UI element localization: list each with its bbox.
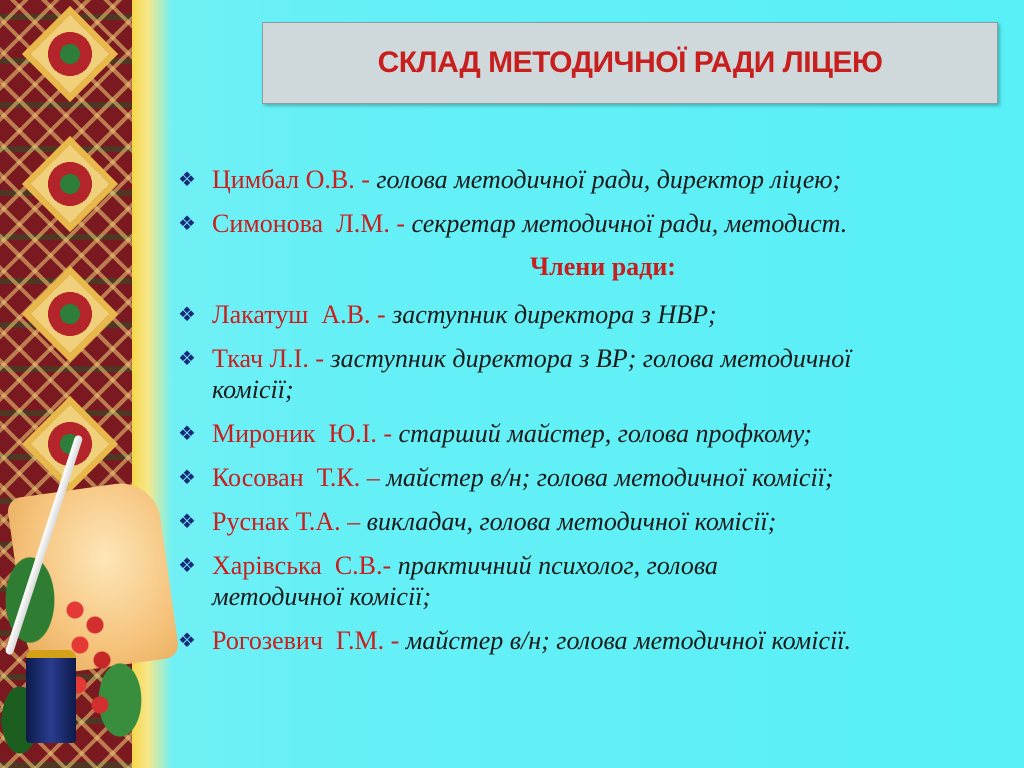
list-item <box>178 343 1014 405</box>
title-banner <box>262 22 998 104</box>
ornament-diamond <box>22 266 118 362</box>
member-role: практичний психолог, голова методичної комісії; <box>212 551 718 611</box>
diamond-bullet-icon: ❖ <box>178 628 196 652</box>
diamond-bullet-icon: ❖ <box>178 346 196 370</box>
list-item <box>178 164 1014 195</box>
member-role: голова методичної ради, директор ліцею; <box>376 165 842 194</box>
list-item <box>178 208 1014 239</box>
diamond-bullet-icon: ❖ <box>178 509 196 533</box>
member-name: Руснак Т.А. – <box>212 507 367 536</box>
list-item <box>178 299 1014 330</box>
list-item <box>178 506 1014 537</box>
member-name: Косован Т.К. – <box>212 463 387 492</box>
members-heading: Члени ради: <box>530 252 676 281</box>
member-role: викладач, голова методичної комісії; <box>366 507 777 536</box>
member-name: Мироник Ю.І. - <box>212 419 399 448</box>
member-role: старший майстер, голова профкому; <box>398 419 812 448</box>
list-item <box>178 462 1014 493</box>
diamond-bullet-icon: ❖ <box>178 465 196 489</box>
council-list <box>178 164 1014 669</box>
list-item <box>178 550 1014 612</box>
page-title: СКЛАД МЕТОДИЧНОЇ РАДИ ЛІЦЕЮ <box>377 46 883 79</box>
member-name: Симонова Л.М. - <box>212 209 412 238</box>
inkwell-image <box>26 650 76 743</box>
diamond-bullet-icon: ❖ <box>178 421 196 445</box>
diamond-bullet-icon: ❖ <box>178 167 196 191</box>
member-role: заступник директора з ВР; голова методичної комісії; <box>212 344 852 404</box>
member-name: Лакатуш А.В. - <box>212 300 393 329</box>
member-name: Цимбал О.В. - <box>212 165 377 194</box>
member-role: майстер в/н; голова методичної комісії. <box>405 626 851 655</box>
member-role: майстер в/н; голова методичної комісії; <box>386 463 834 492</box>
diamond-bullet-icon: ❖ <box>178 302 196 326</box>
member-role: заступник директора з НВР; <box>392 300 717 329</box>
list-item <box>178 625 1014 656</box>
diamond-bullet-icon: ❖ <box>178 553 196 577</box>
ornament-diamond <box>22 6 118 102</box>
member-name: Харівська С.В.- <box>212 551 398 580</box>
ornament-diamond <box>22 136 118 232</box>
member-name: Ткач Л.І. - <box>212 344 331 373</box>
list-item <box>178 418 1014 449</box>
member-name: Рогозевич Г.М. - <box>212 626 406 655</box>
member-role: секретар методичної ради, методист. <box>411 209 848 238</box>
diamond-bullet-icon: ❖ <box>178 211 196 235</box>
